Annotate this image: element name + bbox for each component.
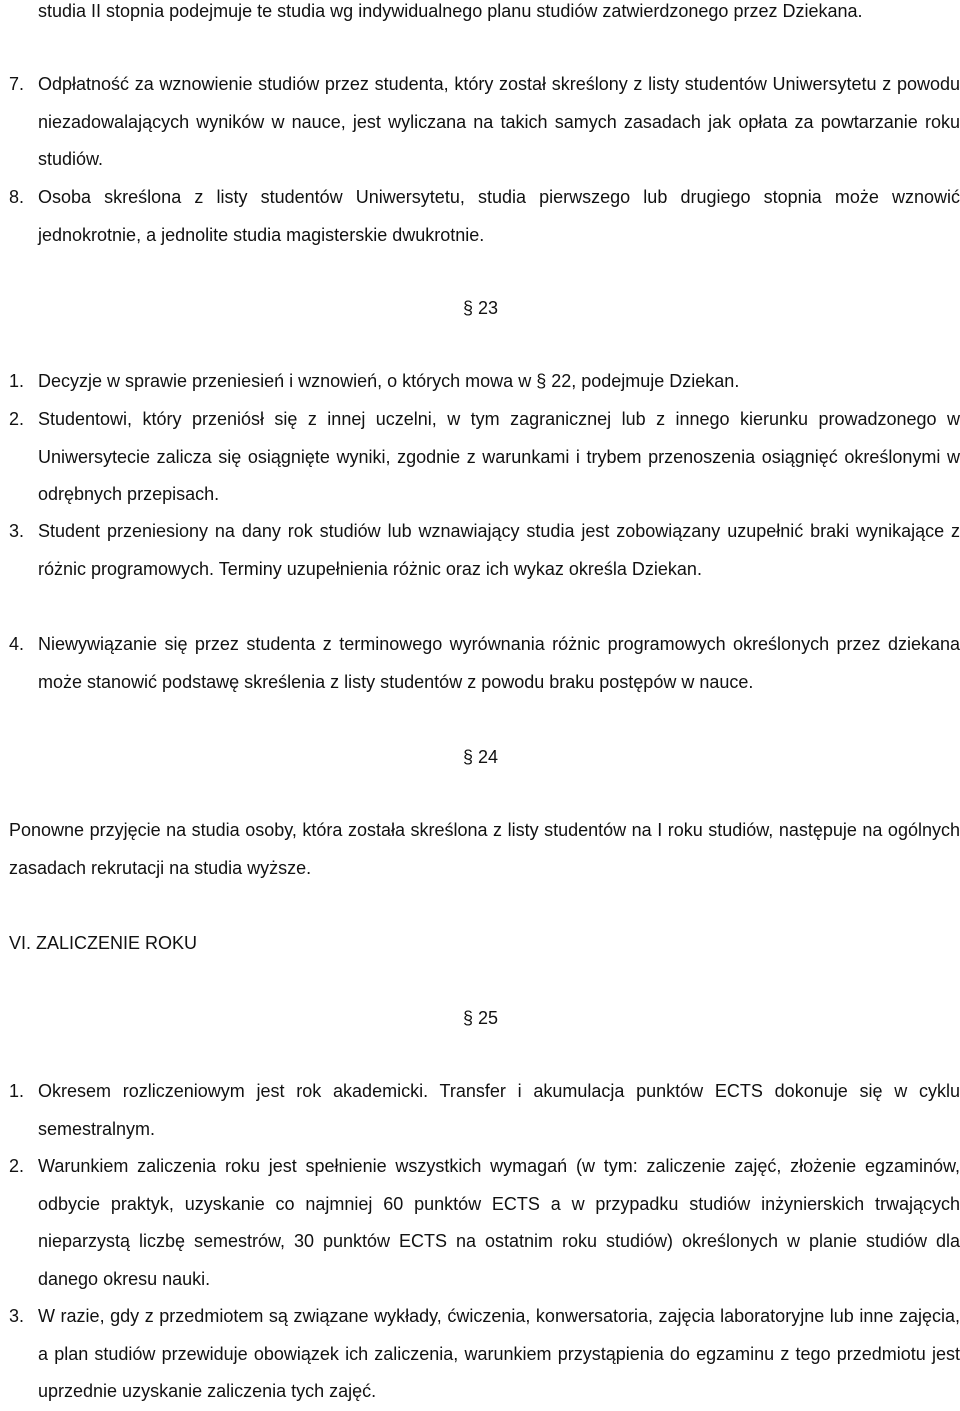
list-item <box>0 1148 960 1298</box>
item-text: Warunkiem zaliczenia roku jest spełnienie wszystkich wymagań (w tym: zaliczenie zajęć, złożenie egzaminów, odbycie praktyk, uzyskanie co najmniej 60 punktów ECTS a w przypadku studiów inżynierskich trwających nieparzystą liczbę semestrów, 30 punktów ECTS na ostatnim roku studiów) określonych w planie studiów dla danego okresu nauki. <box>38 1156 960 1289</box>
list-item <box>0 626 960 701</box>
list-item <box>0 1298 960 1411</box>
item-text: Decyzje w sprawie przeniesień i wznowień, o których mowa w § 22, podejmuje Dziekan. <box>38 371 740 391</box>
chapter-heading: VI. ZALICZENIE ROKU <box>9 933 198 953</box>
section-24-heading: § 24 <box>463 747 499 767</box>
item-number: 4. <box>9 634 25 654</box>
item-number: 3. <box>9 521 25 541</box>
item-text: Odpłatność za wznowienie studiów przez studenta, który został skreślony z listy studentów Uniwersytetu z powodu niezadowalających wyników w nauce, jest wyliczana na takich samych zasadach jak opłata za powtarzanie roku studiów. <box>38 74 960 169</box>
list-item <box>0 363 960 401</box>
item-number: 1. <box>9 1081 25 1101</box>
list-item <box>0 1073 960 1148</box>
item-text: W razie, gdy z przedmiotem są związane wykłady, ćwiczenia, konwersatoria, zajęcia laboratoryjne lub inne zajęcia, a plan studiów przewiduje obowiązek ich zaliczenia, warunkiem przystąpienia do egzaminu z tego przedmiotu jest uprzednie uzyskanie zaliczenia tych zajęć. <box>38 1306 960 1401</box>
item-text: Okresem rozliczeniowym jest rok akademicki. Transfer i akumulacja punktów ECTS dokonuje się w cyklu semestralnym. <box>38 1081 960 1139</box>
list-item <box>0 179 960 254</box>
section-25-heading: § 25 <box>463 1008 499 1028</box>
item-text: Studentowi, który przeniósł się z innej uczelni, w tym zagranicznej lub z innego kierunku prowadzonego w Uniwersytecie zalicza się osiągnięte wyniki, zgodnie z warunkami i trybem przenoszenia osiągnięć określonymi w odrębnych przepisach. <box>38 409 960 504</box>
item-text: Student przeniesiony na dany rok studiów lub wznawiający studia jest zobowiązany uzupełnić braki wynikające z różnic programowych. Terminy uzupełnienia różnic oraz ich wykaz określa Dziekan. <box>38 521 960 579</box>
item-text: Osoba skreślona z listy studentów Uniwersytetu, studia pierwszego lub drugiego stopnia może wznowić jednokrotnie, a jednolite studia magisterskie dwukrotnie. <box>38 187 960 245</box>
item-number: 7. <box>9 74 25 94</box>
item-number: 3. <box>9 1306 25 1326</box>
continuation-paragraph: studia II stopnia podejmuje te studia wg indywidualnego planu studiów zatwierdzonego przez Dziekana. <box>38 1 863 21</box>
list-item <box>0 513 960 588</box>
section-23-heading: § 23 <box>463 298 499 318</box>
item-number: 1. <box>9 371 25 391</box>
item-text: Niewywiązanie się przez studenta z terminowego wyrównania różnic programowych określonych przez dziekana może stanowić podstawę skreślenia z listy studentów z powodu braku postępów w nauce. <box>38 634 960 692</box>
item-number: 2. <box>9 409 25 429</box>
list-item <box>0 66 960 179</box>
list-item <box>0 401 960 514</box>
item-number: 2. <box>9 1156 25 1176</box>
item-number: 8. <box>9 187 25 207</box>
section-24-paragraph: Ponowne przyjęcie na studia osoby, która została skreślona z listy studentów na I roku studiów, następuje na ogólnych zasadach rekrutacji na studia wyższe. <box>9 820 960 878</box>
